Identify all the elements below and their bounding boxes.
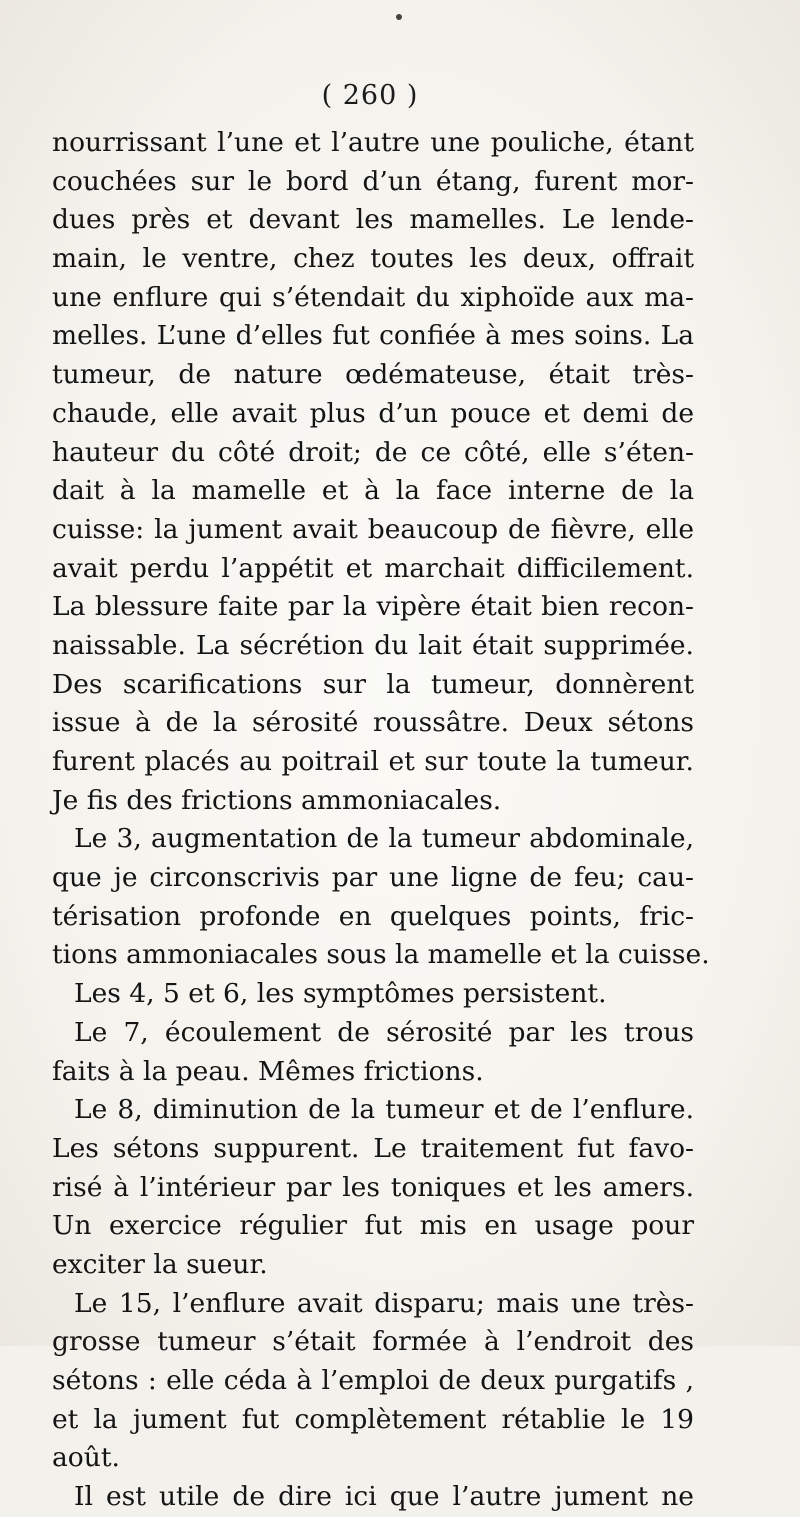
text-line: Des scarifications sur la tumeur, donnèrent	[52, 668, 694, 700]
text-line: couchées sur le bord d’un étang, furent mor-	[52, 165, 694, 197]
body-text	[52, 124, 710, 1517]
text-line: melles. L’une d’elles fut confiée à mes soins. La	[52, 320, 694, 352]
text-line: que je circonscrivis par une ligne de feu; cau-	[52, 862, 694, 894]
text-line: sétons : elle céda à l’emploi de deux purgatifs ,	[52, 1365, 694, 1396]
text-line: août.	[52, 1442, 120, 1474]
text-line: Un exercice régulier fut mis en usage pour	[52, 1210, 694, 1242]
text-line: Il est utile de dire ici que l’autre jument ne	[74, 1481, 694, 1513]
text-line: dait à la mamelle et à la face interne de la	[52, 475, 694, 507]
text-line: faits à la peau. Mêmes frictions.	[52, 1055, 484, 1087]
text-line: Les sétons suppurent. Le traitement fut favo-	[52, 1132, 694, 1164]
text-line: térisation profonde en quelques points, fric-	[52, 900, 694, 932]
text-line: Le 3, augmentation de la tumeur abdominale,	[74, 823, 694, 855]
text-line: naissable. La sécrétion du lait était supprimée.	[52, 629, 694, 661]
text-line: chaude, elle avait plus d’un pouce et demi de	[52, 397, 694, 429]
text-line: une enflure qui s’étendait du xiphoïde aux ma-	[52, 281, 694, 313]
text-line: et la jument fut complètement rétablie le 19	[52, 1403, 694, 1435]
text-line: Les 4, 5 et 6, les symptômes persistent.	[74, 978, 607, 1010]
text-line: nourrissant l’une et l’autre une pouliche, étant	[52, 127, 694, 158]
text-line: Le 15, l’enflure avait disparu; mais une très-	[74, 1287, 694, 1319]
text-line: main, le ventre, chez toutes les deux, offrait	[52, 243, 694, 275]
text-line: tions ammoniacales sous la mamelle et la cuisse.	[52, 939, 710, 971]
text-line: exciter la sueur.	[52, 1248, 268, 1280]
text-line: Le 7, écoulement de sérosité par les trous	[74, 1016, 694, 1048]
text-line: dues près et devant les mamelles. Le lende-	[52, 204, 694, 236]
text-line: La blessure faite par la vipère était bien recon-	[52, 591, 694, 623]
text-line: risé à l’intérieur par les toniques et les amers.	[52, 1171, 694, 1203]
text-line: hauteur du côté droit; de ce côté, elle s’éten-	[52, 436, 694, 468]
text-line: grosse tumeur s’était formée à l’endroit des	[52, 1326, 694, 1358]
text-line: Le 8, diminution de la tumeur et de l’enflure.	[74, 1094, 694, 1126]
text-line: furent placés au poitrail et sur toute la tumeur.	[52, 746, 694, 777]
text-line: Je fis des frictions ammoniacales.	[52, 784, 502, 816]
text-line: issue à de la sérosité roussâtre. Deux sétons	[52, 707, 694, 739]
page-number: ( 260 )	[321, 80, 419, 111]
print-speck	[396, 14, 402, 20]
text-line: tumeur, de nature œdémateuse, était très-	[52, 359, 694, 391]
text-line: avait perdu l’appétit et marchait difficilement.	[52, 552, 694, 584]
text-line: cuisse: la jument avait beaucoup de fièvre, elle	[52, 513, 694, 545]
